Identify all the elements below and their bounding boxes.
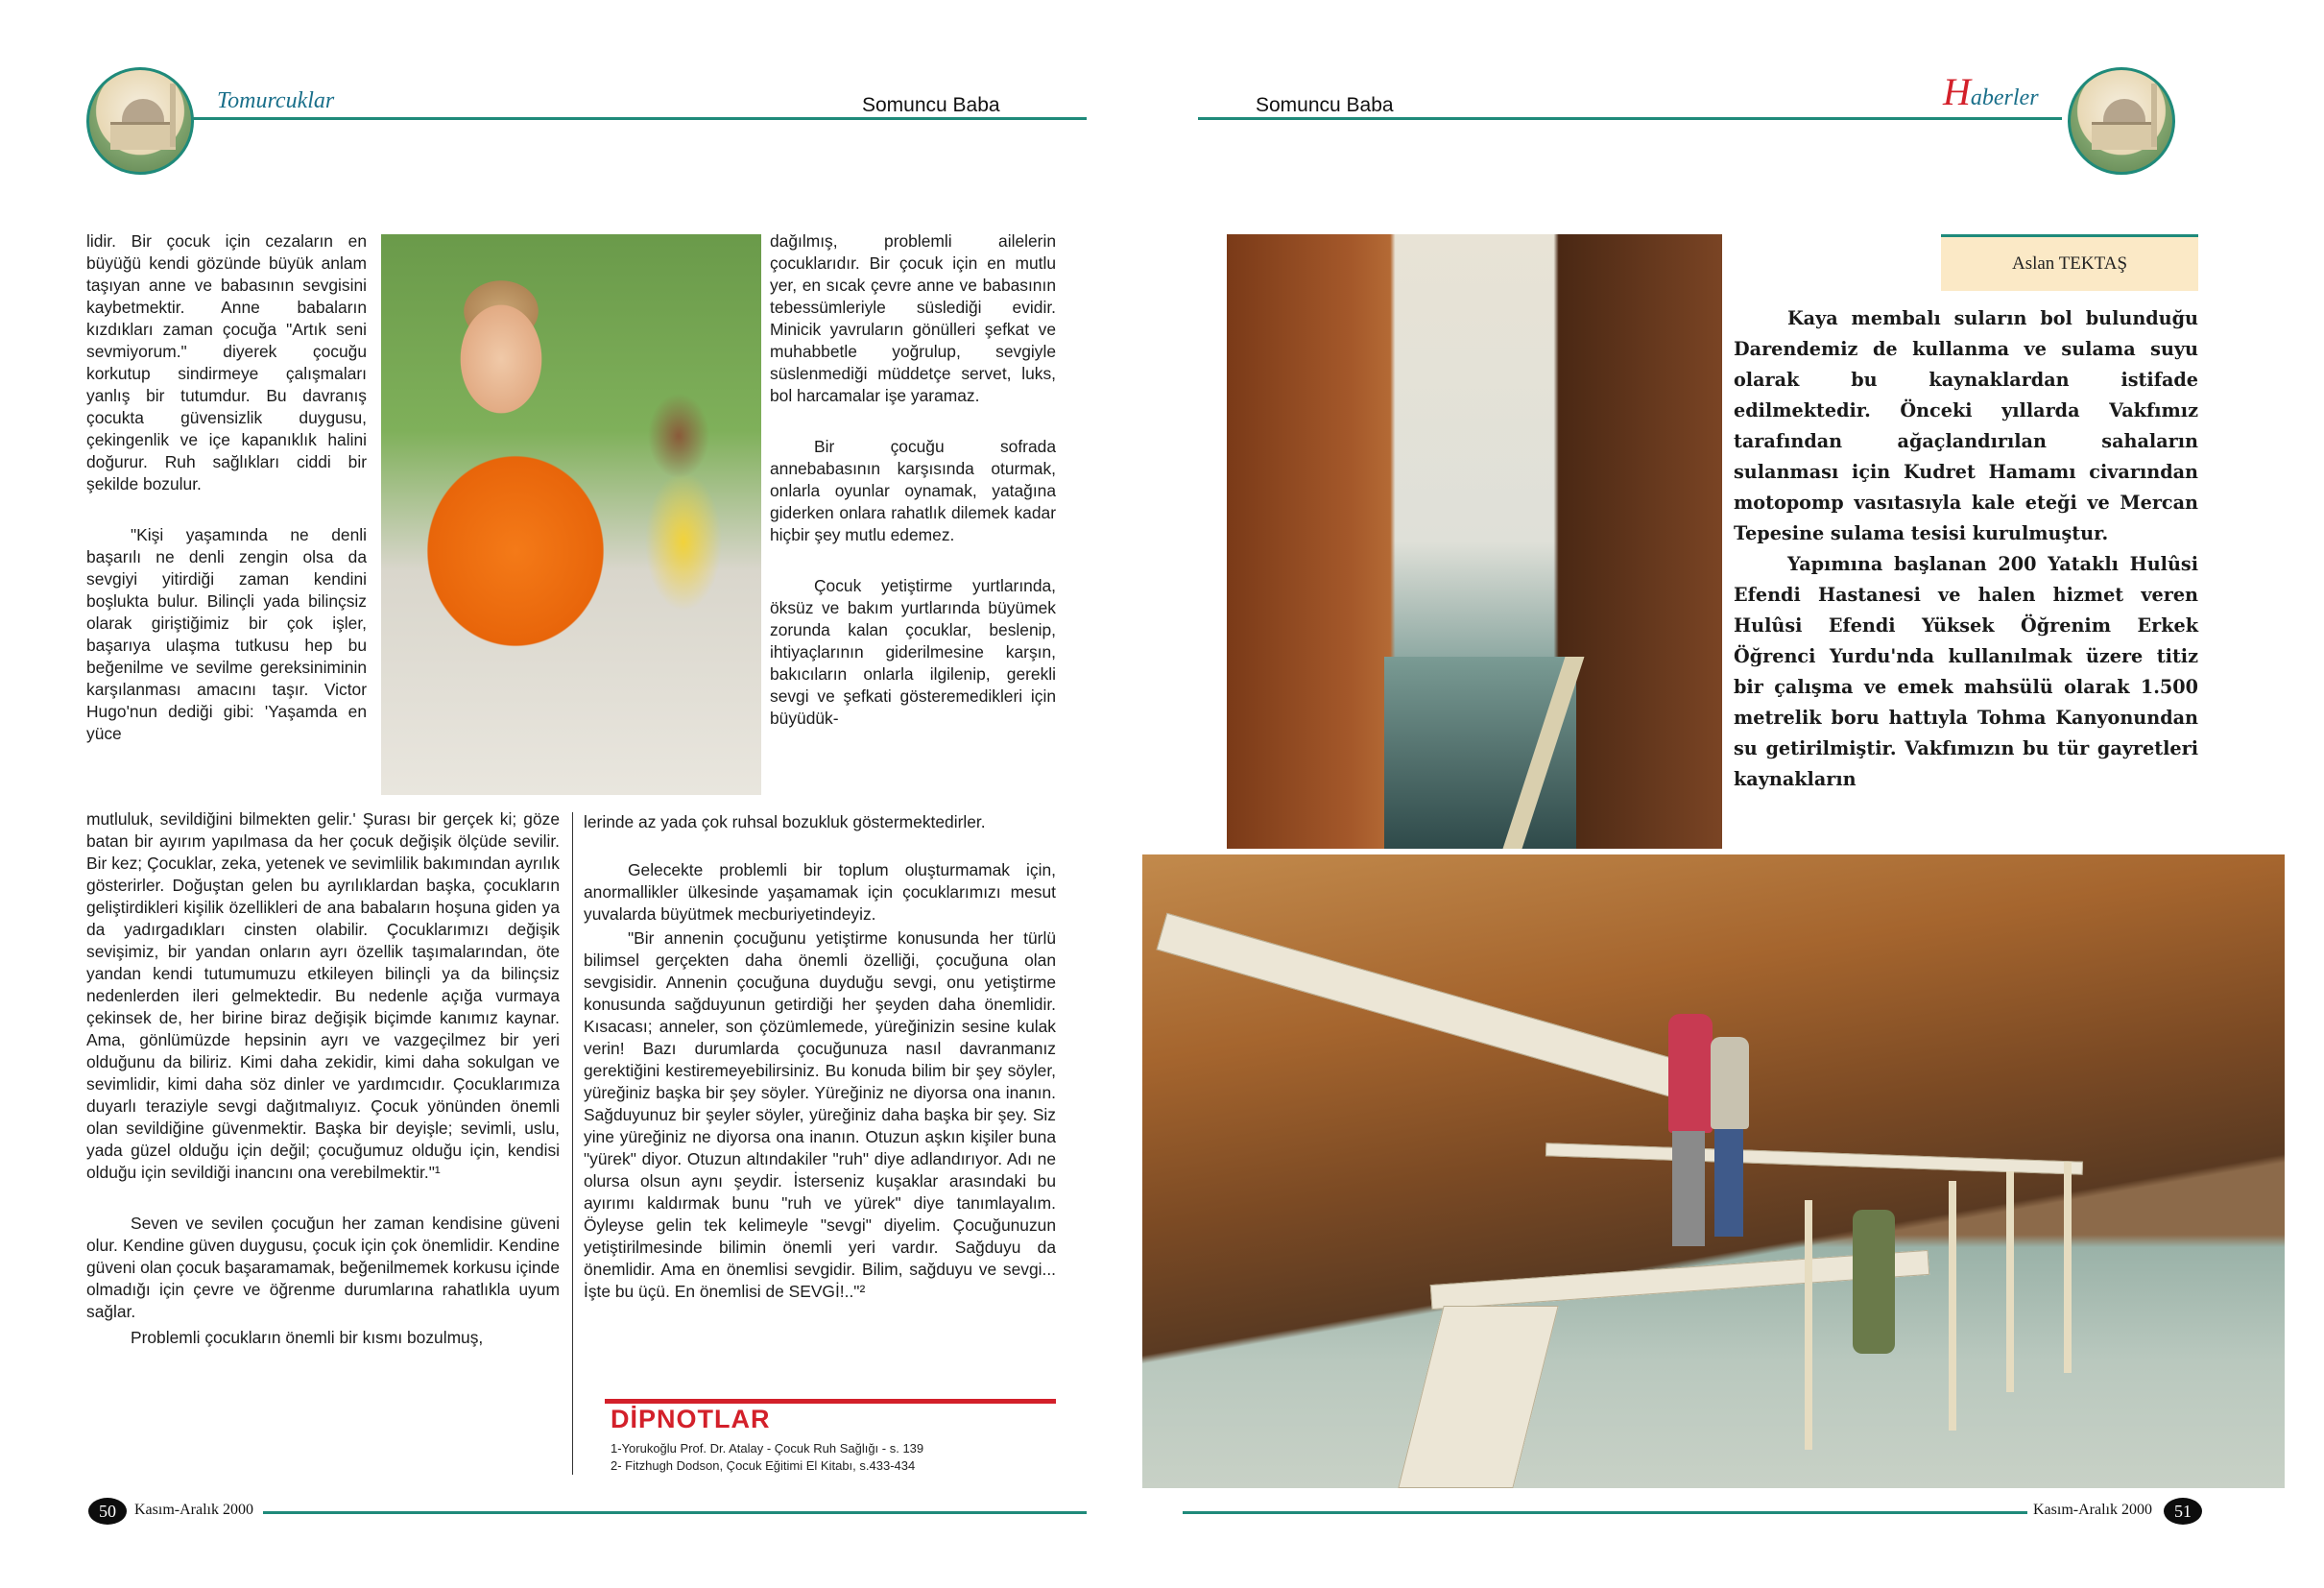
footnote-title: DİPNOTLAR	[611, 1405, 771, 1433]
child-photo	[381, 234, 761, 795]
paragraph: dağılmış, problemli ailelerin çocuklarıdır. Bir çocuk için en mutlu yer, en sıcak çevre anne ve babasının tebessümleriyle süslediği evidir. Minicik yavruların gönülleri şefkat ve muhabbetle yoğrulup, sevgiyle süslenmediği müddetçe servet, luks, bol harcamalar işe yaramaz.	[770, 231, 1056, 405]
paragraph: Kaya membalı suların bol bulunduğu Darendemiz de kullanma ve sulama suyu olarak bu kaynaklardan istifade edilmektedir. Önceki yıllarda Vakfımız tarafından ağaçlandırılan sahaların sulanması için Kudret Hamamı civarından motopomp vasıtasıyla kale eteği ve Mercan Tepesine sulama tesisi kurulmuştur.	[1734, 307, 2198, 544]
mosque-emblem-left	[86, 67, 194, 175]
construction-photo	[1142, 854, 2285, 1488]
section-initial: H	[1943, 70, 1971, 113]
page-number: 50	[88, 1498, 127, 1525]
news-text	[1734, 303, 2198, 795]
page-number-right: 51	[2164, 1498, 2202, 1525]
paragraph: Yapımına başlanan 200 Yataklı Hulûsi Efendi Hastanesi ve halen hizmet veren Hulûsi Efendi Yüksek Öğrenim Erkek Öğrenci Yurdu'nda kullanılmak üzere titiz bir çalışma ve emek mahsülü olarak 1.500 metrelik boru hattıyla Tohma Kanyonundan su getirilmiştir. Vakfımızın bu tür gayretleri kaynakların	[1734, 553, 2198, 790]
running-head: Somuncu Baba	[862, 94, 1000, 116]
header-rule	[192, 117, 1087, 120]
column-2-lower-text	[584, 859, 1056, 1314]
footnote-rule	[605, 1399, 1056, 1404]
header-rule-right	[1198, 117, 2062, 120]
column-2-wide-line: lerinde az yada çok ruhsal bozukluk göstermektedirler.	[584, 812, 986, 831]
paragraph: mutluluk, sevildiğini bilmekten gelir.' Şurası bir gerçek ki; göze batan bir ayırım yapılmasa da her çocuk değişik ölçüde sevilir. Bir kez; Çocuklar, zeka, yetenek ve sevimlilik bakımından ayrılık gösterirler. Doğuştan gelen bu ayrılıklardan başka, çocukların geliştirdikleri kişilik özellikleri de ana babaların hoşuna giden ya da yadırgadıkları cinsten olabilir. Çocuklarımızı değişik sevişimiz, bir yandan onların ayrı özellik taşımalarından, öte yandan kendi tutumumuzu etkileyen bilinçli ya da bilinçsiz nedenlerden ileri gelmektedir. Bu nedenle açığa vurmaya çekinsek de, her birine biraz değişik biçimde kanımız kaynar. Ama, gönlümüzde hepsinin ayrı ve vazgeçilmez bir yeri olduğunu da biliriz. Kimi daha zekidir, kimi daha sokulgan ve sevimlidir, kimi daha söz dinler ve yardımcıdır. Çocuklarımıza duyarlı teraziyle sevgi dağıtmalıyız. Çocuk yönünden önemli olan sevildiğine güvenmektir. Başka bir deyişle; sevimli, uslu, yada güzel olduğu için değil; çocuğumuz olduğu için, kendisi olduğu için sevildiği inancını ona verebilmektir."¹	[86, 809, 560, 1182]
canyon-photo	[1227, 234, 1722, 849]
section-label-right	[1943, 69, 2039, 114]
mosque-emblem-right	[2068, 67, 2175, 175]
footer-rule	[263, 1511, 1087, 1514]
paragraph: lidir. Bir çocuk için cezaların en büyüğü kendi gözünde büyük anlam taşıyan anne ve babasının sevgisini kaybetmektir. Anne babaların kızdıkları zaman çocuğa "Artık seni sevmiyorum." diyerek çocuğu korkutup sindirmeye çalışmaları yanlış bir tutumdur. Bu davranış çocukta güvensizlik duygusu, çekingenlik ve içe kapanıklık halini doğurur. Ruh sağlıkları ciddi bir şekilde bozulur.	[86, 231, 367, 493]
footnote-item: 1-Yorukoğlu Prof. Dr. Atalay - Çocuk Ruh Sağlığı - s. 139	[611, 1441, 924, 1456]
footnote-list	[611, 1440, 1052, 1475]
paragraph: Bir çocuğu sofrada annebabasının karşısında oturmak, onlarla oyunlar oynamak, yatağına giderken onlara rahatlık dilemek kadar hiçbir şey mutlu edemez.	[770, 437, 1056, 544]
column-divider	[572, 812, 573, 1475]
footer-date: Kasım-Aralık 2000	[134, 1502, 253, 1518]
paragraph: Seven ve sevilen çocuğun her zaman kendisine güveni olur. Kendine güven duygusu, çocuk için çok önemlidir. Kendine güveni olan çocuk başaramamak, beğenilmemek korkusu içinde olmadığı için çevre ve öğrenme durumlarına rahatlıkla uyum sağlar.	[86, 1214, 560, 1321]
paragraph: Gelecekte problemli bir toplum oluşturmamak için, anormallikler ülkesinde yaşamamak için çocuklarımızı mesut yuvalarda büyütmek mecburiyetindeyiz.	[584, 860, 1056, 924]
section-label-rest: aberler	[1970, 85, 2039, 110]
column-1-text	[86, 230, 367, 757]
footnote-item: 2- Fitzhugh Dodson, Çocuk Eğitimi El Kitabı, s.433-434	[611, 1458, 916, 1473]
footer-rule-right	[1183, 1511, 2027, 1514]
column-1-wide-text	[86, 808, 560, 1360]
footer-date-right: Kasım-Aralık 2000	[2033, 1502, 2152, 1518]
author-box: Aslan TEKTAŞ	[1941, 234, 2198, 291]
section-label: Tomurcuklar	[217, 88, 335, 113]
paragraph: "Kişi yaşamında ne denli başarılı ne denli zengin olsa da sevgiyi yitirdiği zaman kendini boşlukta bulur. Bilinçli yada bilinçsiz olarak giriştiğimiz bir çok işler, başarıya ulaşma tutkusu hep bu beğenilme ve sevilme gereksiniminin karşılanması amacını taşır. Victor Hugo'nun dediği gibi: 'Yaşamda en yüce	[86, 525, 367, 743]
paragraph: "Bir annenin çocuğunu yetiştirme konusunda her türlü bilimsel gerçekten daha önemli özelliği, çocuğuna olan sevgisidir. Annenin çocuğuna duyduğu sevgi, onu yetiştirme konusunda sağduyunun getirdiği her şeyden daha önemlidir. Kısacası; anneler, son çözümlemede, yüreğinizin sesine kulak verin! Bazı durumlarda çocuğunuza nasıl davranmanız gerektiğini kestiremeyebilirsiniz. Bu konuda bilim bir şey söyler, yüreğiniz başka bir şey söyler. Yüreğiniz ne diyorsa ona inanın. Sağduyunuz bir şeyler söyler, yüreğiniz daha başka bir şey. Siz yine yüreğiniz ne diyorsa ona inanın. Otuzun aşkın kişiler buna "yürek" diyor. Otuzun altındakiler "ruh" diye adlandırıyor. Adı ne olursa olsun aynı şeydir. İsterseniz kuşaklar arasındaki bu ayırımı kaldırmak bunu "ruh ve yürek" diye tanımlayalım. Öyleyse gelin tek kelimeyle "sevgi" diyelim. Çocuğunuzun yetiştirilmesinde bilimin önemli yeri vardır. Sağduyu da önemlidir. Ama en önemlisi sevgidir. Bilim, sağduyu ve sevgi... İşte bu üçü. En önemlisi de SEVGİ!.."²	[584, 928, 1056, 1301]
paragraph: Çocuk yetiştirme yurtlarında, öksüz ve bakım yurtlarında büyümek zorunda kalan çocuklar, beslenip, ihtiyaçlarının giderilmesine karşın, bakıcıların onlarla ilgilenip, gerekli sevgi ve şefkati gösteremedikleri için büyüdük-	[770, 576, 1056, 728]
paragraph: Problemli çocukların önemli bir kısmı bozulmuş,	[131, 1328, 484, 1347]
column-2-text	[770, 230, 1056, 741]
running-head-right: Somuncu Baba	[1256, 94, 1394, 116]
